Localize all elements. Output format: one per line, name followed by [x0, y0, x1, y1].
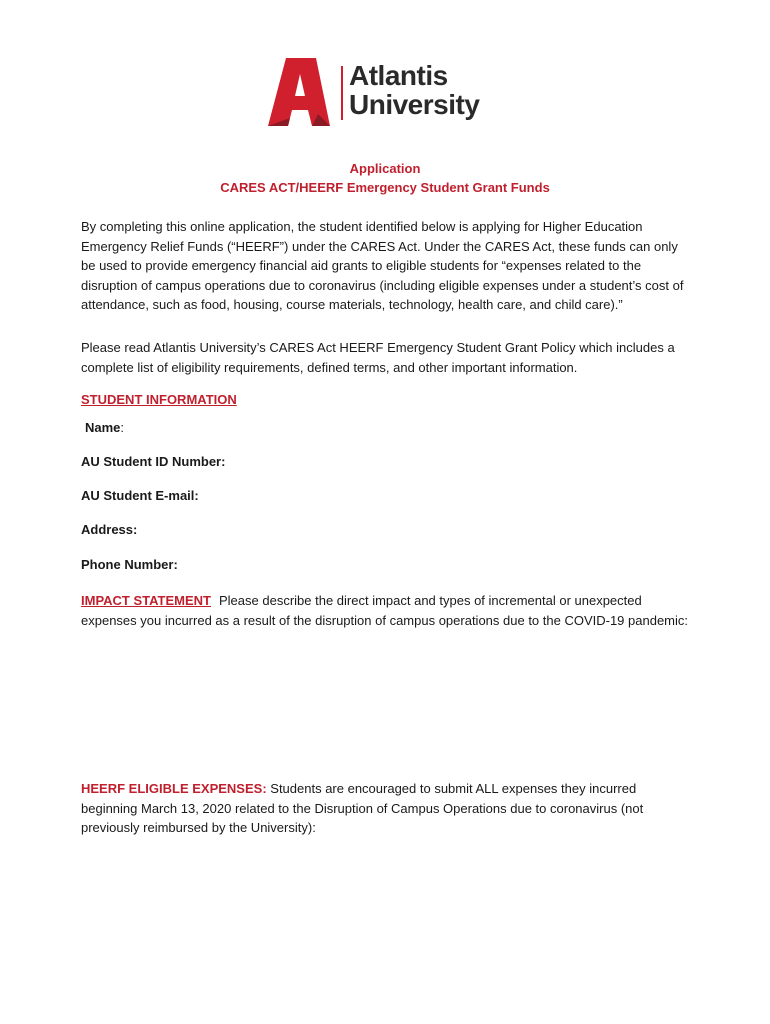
- atlantis-university-logo: [268, 58, 508, 128]
- a-logo-mark-icon: [268, 58, 330, 126]
- logo-wordmark: [349, 62, 479, 120]
- phone-field-label: Phone Number:: [81, 557, 178, 572]
- impact-statement-text: Please describe the direct impact and types of incremental or unexpected expenses you incurred as a result of the disruption of campus operations due to the COVID-19 pandemic:: [81, 593, 689, 628]
- address-field-label: Address:: [81, 522, 138, 537]
- impact-statement-paragraph: [81, 591, 693, 630]
- student-id-field-label: AU Student ID Number:: [81, 454, 226, 469]
- name-colon: :: [120, 420, 125, 435]
- heerf-expenses-paragraph: [81, 779, 693, 838]
- heerf-expenses-heading: HEERF ELIGIBLE EXPENSES:: [81, 781, 267, 796]
- logo-divider: [341, 66, 343, 120]
- page-subtitle: CARES ACT/HEERF Emergency Student Grant Funds: [220, 180, 550, 195]
- logo-line-1: Atlantis: [349, 60, 448, 91]
- student-information-heading: STUDENT INFORMATION: [81, 392, 237, 407]
- name-label: Name: [85, 420, 121, 435]
- heerf-expenses-text: Students are encouraged to submit ALL expenses they incurred beginning March 13, 2020 related to the Disruption of Campus Operations due to coronavirus (not previously reimbursed by the University):: [81, 781, 644, 835]
- intro-paragraph: By completing this online application, the student identified below is applying for Higher Education Emergency Relief Funds (“HEERF”) under the CARES Act. Under the CARES Act, these funds can only be used to provide emergency financial aid grants to eligible students for “expenses related to the disruption of campus operations due to coronavirus (including eligible expenses under a student’s cost of attendance, such as food, housing, course materials, technology, health care, and child care).”: [81, 219, 684, 312]
- name-field-label: [85, 420, 124, 435]
- student-email-field-label: AU Student E-mail:: [81, 488, 199, 503]
- logo-line-2: University: [349, 89, 480, 120]
- impact-statement-heading: IMPACT STATEMENT: [81, 593, 211, 608]
- page-title: Application: [349, 161, 421, 176]
- policy-note-paragraph: Please read Atlantis University’s CARES Act HEERF Emergency Student Grant Policy which includes a complete list of eligibility requirements, defined terms, and other important information.: [81, 340, 675, 375]
